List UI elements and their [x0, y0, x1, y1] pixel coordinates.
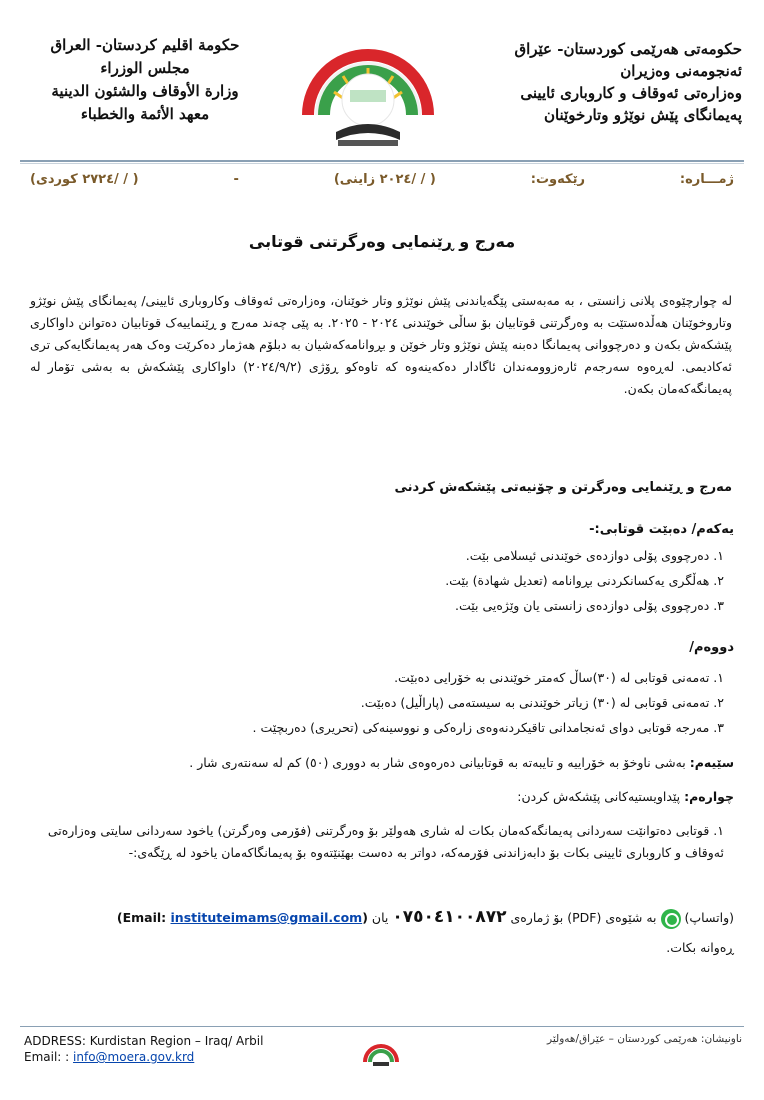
header-arabic-line: حكومة اقليم كردستان- العراق — [50, 36, 240, 54]
send-text: ڕەوانە بکات. — [666, 940, 734, 955]
header-arabic-line: وزارة الأوقاف والشئون الدينية — [51, 82, 239, 100]
header-arabic-line: مجلس الوزراء — [100, 59, 190, 77]
or-text: یان — [371, 910, 389, 925]
list-item: ٢. هەڵگری یەکسانکردنی بڕوانامە (تعدیل شهادة) بێت. — [445, 573, 724, 588]
header-rule-thin — [20, 163, 744, 164]
footer-email-link[interactable]: info@moera.gov.krd — [73, 1050, 195, 1064]
ministry-logo — [298, 20, 438, 155]
list-item: ٣. دەرچووی پۆلی دوازدەی زانستی یان وێژەیی بێت. — [455, 598, 724, 613]
list-item: ١. تەمەنی قوتابی لە (٣٠)ساڵ کەمتر خوێندنی بە خۆرایی دەبێت. — [394, 670, 724, 685]
intro-paragraph: لە چوارچێوەی پلانی زانستی ، بە مەبەستی پێگەیاندنی پێش نوێژو وتار خوێنان، وەزارەتی ئەوقاف وکاروباری ئایینی/ پەیمانگای پێش نوێژو وتاروخوێنان هەڵدەستێت بە وەرگرتنی قوتابیان بۆ ساڵی خوێندنی ٢٠٢٤ - ٢٠٢٥. بە پێی چەند مەرج و ڕێنماییەک قوتابیان دەتوانن داواکاری پێشکەش بکەن و دەرچووانی پەیمانگا دەبنە پێش نوێژو وتار خوێن و بڕوانامەکەشیان بە دبلۆم هەژمار دەکرێت وەک هەر پەیمانگایەکی تری ئەکادیمی. لەڕەوە سەرجەم ئارەزوومەندان ئاگادار دەکەینەوە کە تاوەکو ڕۆژی (٢٠٢٤/٩/٢) داواکاری پێشکەش بە بەشی تۆمار لە پەیمانگەکەمان بکەن. — [30, 293, 732, 396]
footer-logo — [362, 1036, 400, 1070]
header-arabic-line: معهد الأئمة والخطباء — [80, 105, 210, 123]
phone-number: ٠٧٥٠٤١٠٠٨٧٢ — [392, 907, 507, 927]
footer-rule — [20, 1026, 744, 1027]
list-item: ١. دەرچووی پۆلی دوازدەی خوێندنی ئیسلامی بێت. — [465, 548, 724, 563]
gregorian-date: ( / /٢٠٢٤ زاینی) — [333, 172, 436, 187]
kurdish-date: ( / /٢٧٢٤ کوردی) — [30, 172, 139, 187]
number-label: ژمـــاره: — [679, 172, 734, 187]
third-label: سێیەم: — [689, 755, 734, 770]
contact-info — [30, 902, 734, 963]
footer-address-line: ADDRESS: Kurdistan Region – Iraq/ Arbil — [24, 1034, 264, 1048]
reference-line — [30, 172, 734, 194]
header-kurdish-line: پەیمانگای پێش نوێژو وتارخوێنان — [543, 106, 742, 124]
second-heading: دووەم/ — [689, 640, 734, 655]
list-item: ٣. مەرجە قوتابی دوای ئەنجامدانی تاقیکردنەوەی زارەکی و نووسینەکی (تحریری) دەربچێت . — [252, 720, 724, 735]
footer-address — [24, 1033, 263, 1065]
date-separator: - — [233, 172, 239, 187]
header-kurdish-line: حکومەتی هەرێمی کوردستان- عێراق — [514, 40, 742, 58]
header-kurdish-line: وەزارەتی ئەوقاف و کاروباری ئایینی — [520, 84, 742, 102]
pdf-text: بە شێوەی (PDF) بۆ ژمارەی — [510, 910, 657, 925]
fourth-text: پێداویستیەکانی پێشکەش کردن: — [517, 789, 681, 804]
email-close: ) — [362, 910, 368, 925]
date-label: رێکەوت: — [530, 172, 585, 187]
section-subtitle: مەرج و ڕێنمایی وەرگرتن و چۆنیەتی پێشکەش کردنی — [394, 480, 732, 495]
header-arabic — [30, 34, 260, 126]
third-text: بەشی ناوخۆ بە خۆراییە و تایبەتە بە قوتابیانی دەرەوەی شار بە دووری (٥٠) کم لە سەنتەری شار . — [189, 755, 686, 770]
first-heading: یەکەم/ دەبێت قوتابی:- — [589, 522, 734, 537]
footer-email-label: Email: : — [24, 1050, 70, 1064]
whatsapp-label: (واتساپ) — [684, 910, 734, 925]
header-kurdish-line: ئەنجومەنی وەزیران — [620, 62, 742, 80]
document-title: مەرج و ڕێنمایی وەرگرتنی قوتابی — [248, 232, 516, 251]
third-section — [30, 752, 734, 774]
email-link[interactable]: instituteimams@gmail.com — [170, 910, 363, 925]
list-item: ٢. تەمەنی قوتابی لە (٣٠) زیاتر خوێندنی بە سیستەمی (پاراڵیل) دەبێت. — [360, 695, 724, 710]
header-rule — [20, 160, 744, 162]
header-kurdish — [452, 38, 742, 126]
fourth-label: چوارەم: — [684, 789, 734, 804]
fourth-section — [30, 786, 734, 808]
email-wrapper — [117, 910, 368, 925]
fourth-item: ١. قوتابی دەتوانێت سەردانی پەیمانگەکەمان بکات لە شاری هەولێر بۆ وەرگرتنی (فۆرمی وەرگرتن) یاخود سەردانی سایتی وەزارەتی ئەوقاف و کاروباری ئایینی بکات بۆ دابەزاندنی فۆرمەکە، دواتر بە دەست بهێنێتەوە بۆ پەیمانگاکەمان یاخود لە ڕێگەی:- — [47, 823, 724, 860]
email-label: (Email: — [116, 910, 167, 925]
footer-email-line — [24, 1049, 263, 1065]
whatsapp-icon — [661, 909, 681, 929]
footer-kurdish-address: ناونیشان: هەرێمی کوردستان – عێراق/هەولێر — [547, 1033, 742, 1045]
